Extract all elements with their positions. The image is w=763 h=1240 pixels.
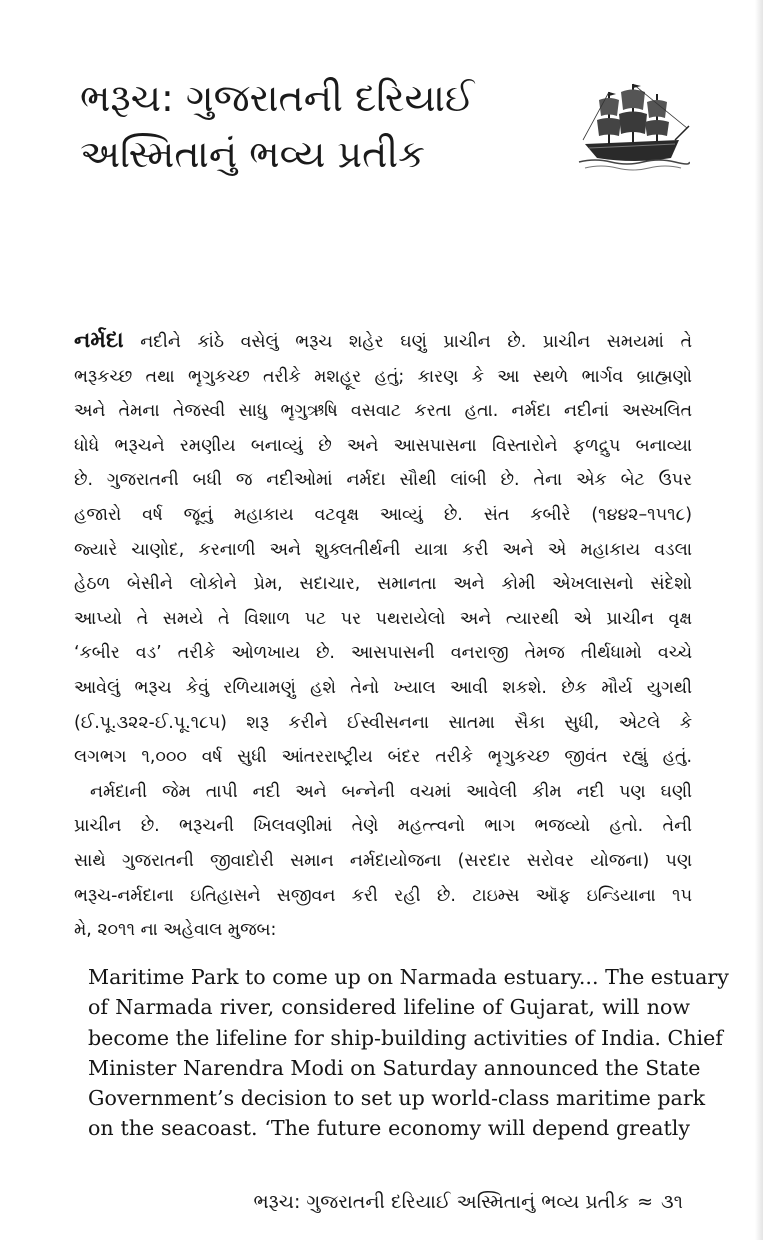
chapter-title-line-1: ભરૂચ: ગુજરાતની દરિયાઈ bbox=[80, 76, 475, 120]
paragraph-line: મે, ૨૦૧૧ ના અહેવાલ મુજબ: bbox=[74, 920, 277, 941]
paragraph-line: સાથે ગુજરાતની જીવાદોરી સમાન નર્મદાયોજના (સરદાર સરોવર યોજના) પણ bbox=[74, 850, 692, 871]
paragraph-line: પ્રાચીન છે. ભરૂચની ખિલવણીમાં તેણે મહત્ત્વનો ભાગ ભજવ્યો હતો. તેની bbox=[74, 816, 692, 837]
paragraph-line: જ્યારે ચાણોદ, કરનાળી અને શુક્લતીર્થની યાત્રા કરી અને એ મહાકાય વડલા bbox=[74, 539, 692, 560]
paragraph-line: આપ્યો તે સમયે તે વિશાળ પટ પર પથરાયેલો અને ત્યારથી એ પ્રાચીન વૃક્ષ bbox=[74, 608, 692, 629]
paragraph-line: નર્મદાની જેમ તાપી નદી અને બન્નેની વચમાં આવેલી કીમ નદી પણ ઘણી bbox=[90, 781, 692, 802]
lead-word: નર્મદા bbox=[74, 328, 124, 353]
quote-line: Minister Narendra Modi on Saturday announced the State bbox=[88, 1055, 701, 1080]
running-title: ભરૂચ: ગુજરાતની દરિયાઈ અસ્મિતાનું ભવ્ય પ્રતીક bbox=[253, 1191, 630, 1213]
quote-line: of Narmada river, considered lifeline of Gujarat, will now bbox=[88, 995, 690, 1020]
paragraph-line: ‘કબીર વડ’ તરીકે ઓળખાય છે. આસપાસની વનરાજી તેમજ તીર્થધામો વચ્ચે bbox=[74, 643, 692, 664]
paragraph-line: હજારો વર્ષ જૂનું મહાકાય વટવૃક્ષ આવ્યું છે. સંત કબીરે (૧૪૪૨–૧૫૧૮) bbox=[74, 504, 692, 525]
paragraph-line: ધોધે ભરૂચને રમણીય બનાવ્યું છે અને આસપાસના વિસ્તારોને ફળદ્રુપ બનાવ્યા bbox=[74, 435, 692, 456]
chapter-title-line-2: અસ્મિતાનું ભવ્ય પ્રતીક bbox=[80, 132, 425, 176]
paragraph-line: ભરૂકચ્છ તથા ભૃગુકચ્છ તરીકે મશહૂર હતું; કારણ કે આ સ્થળે ભાર્ગવ બ્રાહ્મણો bbox=[74, 366, 692, 387]
paragraph-line: (ઈ.પૂ.૩૨૨-ઈ.પૂ.૧૮૫) શરૂ કરીને ઈસ્વીસનના સાતમા સૈકા સુધી, એટલે કે bbox=[74, 712, 692, 733]
paragraph-line: છે. ગુજરાતની બધી જ નદીઓમાં નર્મદા સૌથી લાંબી છે. તેના એક બેટ ઉપર bbox=[74, 470, 692, 491]
paragraph-line: નર્મદા નદીને કાંઠે વસેલું ભરૂચ શહેર ઘણું પ્રાચીન છે. પ્રાચીન સમયમાં તે bbox=[74, 328, 692, 353]
quote-line: on the seacoast. ‘The future economy will depend greatly bbox=[88, 1116, 690, 1141]
footer-separator: ≈ bbox=[637, 1191, 654, 1213]
paragraph-line: અને તેમના તેજસ્વી સાધુ ભૃગુઋષિ વસવાટ કરતા હતા. નર્મદા નદીનાં અસ્ખલિત bbox=[74, 401, 692, 422]
paragraph-line: આવેલું ભરૂચ કેવું રળિયામણું હશે તેનો ખ્યાલ આવી શકશે. છેક મૌર્ય યુગથી bbox=[74, 677, 692, 698]
quote-line: Government’s decision to set up world-class maritime park bbox=[88, 1086, 706, 1111]
page-number: ૩૧ bbox=[661, 1191, 683, 1213]
paragraph-line: લગભગ ૧,૦૦૦ વર્ષ સુધી આંતરરાષ્ટ્રીય બંદર તરીકે ભૃગુકચ્છ જીવંત રહ્યું હતું. bbox=[74, 747, 692, 768]
quote-line: become the lifeline for ship-building activities of India. Chief bbox=[88, 1025, 723, 1050]
running-footer bbox=[253, 1188, 683, 1216]
gujarati-body-text bbox=[74, 324, 692, 948]
chapter-title bbox=[80, 70, 540, 182]
page-edge-shadow bbox=[755, 0, 763, 1240]
paragraph-line: ભરૂચ-નર્મદાના ઇતિહાસને સજીવન કરી રહી છે. ટાઇમ્સ ઑફ ઇન્ડિયાના ૧૫ bbox=[74, 885, 692, 906]
paragraph-line: હેઠળ બેસીને લોકોને પ્રેમ, સદાચાર, સમાનતા અને કોમી એખલાસનો સંદેશો bbox=[74, 574, 692, 595]
quote-line: Maritime Park to come up on Narmada estuary... The estuary bbox=[88, 965, 729, 989]
sailing-ship-icon bbox=[575, 78, 690, 173]
english-quote bbox=[88, 962, 729, 1144]
